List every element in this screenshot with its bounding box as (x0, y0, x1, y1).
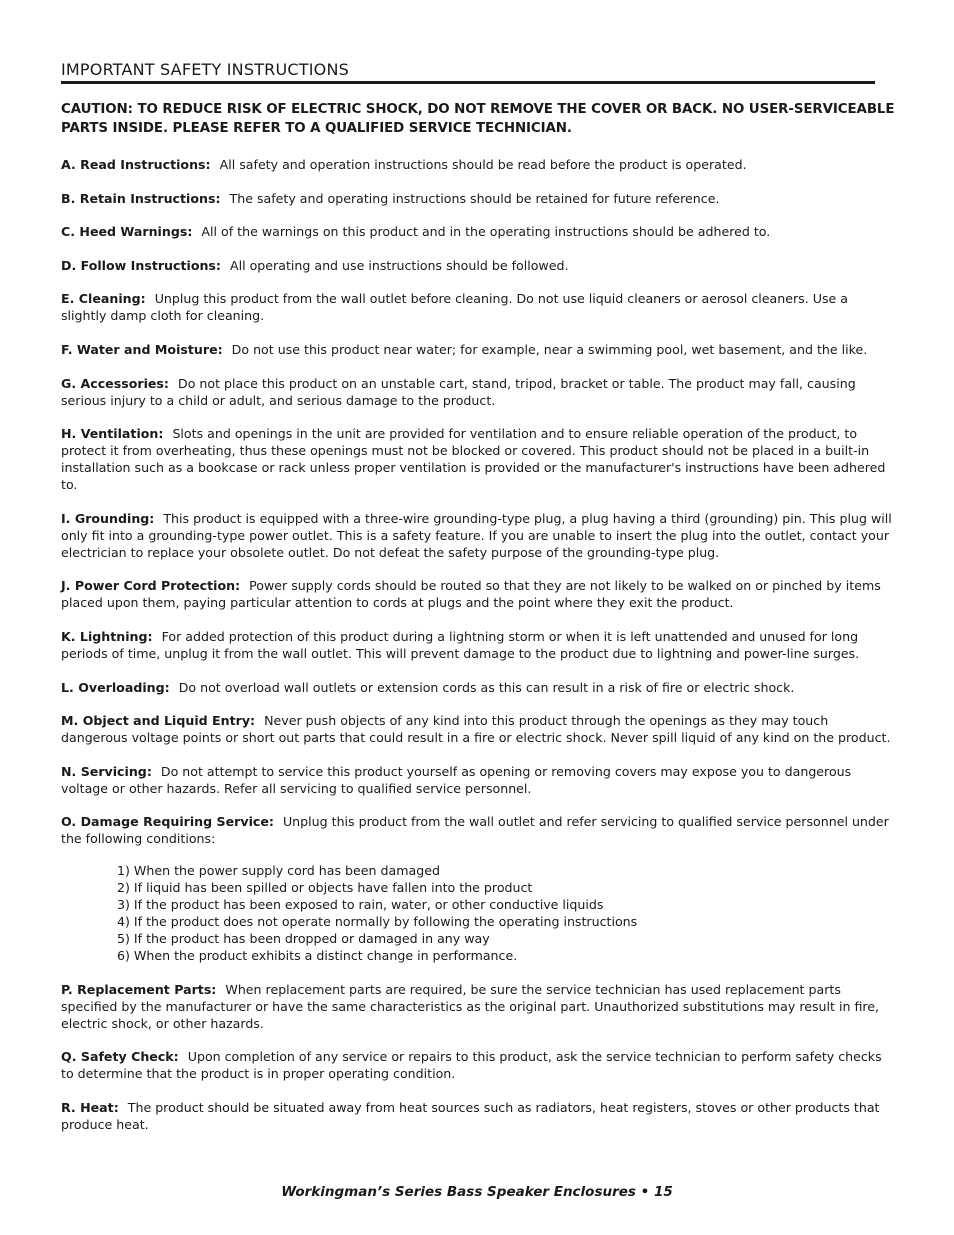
instruction-item-q (61, 1048, 895, 1082)
list-item: 6) When the product exhibits a distinct change in performance. (117, 947, 518, 963)
instruction-text: When replacement parts are required, be sure the service technician has used replacement parts specified by the manufacturer or have the same characteristics as the original part. Unauthorized substitutions may result in fire, electric shock, or other hazards. (61, 981, 880, 1031)
instruction-text: Unplug this product from the wall outlet and refer servicing to qualified service personnel under the following conditions: (61, 814, 889, 847)
instruction-text: The product should be situated away from heat sources such as radiators, heat registers, stoves or other products that produce heat. (61, 1099, 880, 1132)
instruction-item-g (61, 375, 895, 409)
list-item: 5) If the product has been dropped or damaged in any way (117, 930, 490, 946)
instruction-label: Q. Safety Check: (61, 1049, 179, 1065)
list-item: 1) When the power supply cord has been damaged (117, 862, 440, 878)
instruction-text: Never push objects of any kind into this product through the openings as they may touch dangerous voltage points or short out parts that could result in a fire or electric shock. Never spill liquid of any kind on the product. (61, 713, 891, 746)
instruction-label: K. Lightning: (61, 628, 153, 644)
instruction-item-o (61, 813, 895, 847)
instruction-item-n (61, 763, 895, 797)
list-item: 2) If liquid has been spilled or objects have fallen into the product (117, 879, 533, 895)
instruction-text: For added protection of this product during a lightning storm or when it is left unattended and unused for long periods of time, unplug it from the wall outlet. This will prevent damage to the product due to lightning and power-line surges. (61, 628, 860, 661)
list-item: 4) If the product does not operate normally by following the operating instructions (117, 913, 638, 929)
instruction-label: F. Water and Moisture: (61, 341, 223, 357)
instruction-label: P. Replacement Parts: (61, 981, 217, 997)
instruction-label: C. Heed Warnings: (61, 224, 193, 240)
instruction-label: G. Accessories: (61, 375, 169, 391)
instruction-text: Slots and openings in the unit are provided for ventilation and to ensure reliable operation of the product, to protect it from overheating, thus these openings must not be blocked or covered. This product should not be placed in a built-in installation such as a bookcase or rack unless proper ventilation is provided or the manufacturer's instructions have been adhered to. (61, 426, 886, 493)
document-page (61, 60, 895, 1149)
caution-notice: CAUTION: TO REDUCE RISK OF ELECTRIC SHOCK, DO NOT REMOVE THE COVER OR BACK. NO USER-SERVICEABLE PARTS INSIDE. PLEASE REFER TO A QUALIFIED SERVICE TECHNICIAN. (61, 102, 895, 136)
instruction-item-b (61, 190, 895, 207)
instruction-item-l (61, 679, 895, 696)
page-title: IMPORTANT SAFETY INSTRUCTIONS (61, 60, 875, 84)
instruction-label: I. Grounding: (61, 510, 155, 526)
instruction-text: The safety and operating instructions should be retained for future reference. (229, 190, 720, 206)
list-item: 3) If the product has been exposed to rain, water, or other conductive liquids (117, 896, 604, 912)
instruction-text: Do not overload wall outlets or extension cords as this can result in a risk of fire or electric shock. (178, 679, 795, 695)
instruction-item-k (61, 628, 895, 662)
instruction-label: R. Heat: (61, 1099, 119, 1115)
instruction-item-i (61, 510, 895, 561)
instruction-label: J. Power Cord Protection: (61, 578, 241, 594)
instruction-item-f (61, 341, 895, 358)
instruction-item-h (61, 425, 895, 493)
instruction-label: D. Follow Instructions: (61, 257, 221, 273)
instruction-label: A. Read Instructions: (61, 157, 211, 172)
instruction-item-j (61, 577, 895, 611)
instruction-item-r (61, 1099, 895, 1133)
instruction-label: L. Overloading: (61, 679, 170, 695)
instruction-text: Do not attempt to service this product yourself as opening or removing covers may expose you to dangerous voltage or other hazards. Refer all servicing to qualified service personnel. (61, 763, 852, 796)
instruction-label: O. Damage Requiring Service: (61, 814, 274, 830)
page-footer: Workingman’s Series Bass Speaker Enclosures • 15 (281, 1184, 673, 1200)
instruction-text: Upon completion of any service or repairs to this product, ask the service technician to perform safety checks to determine that the product is in proper operating condition. (61, 1049, 882, 1082)
instruction-list (61, 156, 895, 1133)
instruction-text: All operating and use instructions should be followed. (229, 257, 569, 273)
instruction-item-p (61, 981, 895, 1032)
instruction-text: Do not use this product near water; for example, near a swimming pool, wet basement, and the like. (231, 341, 868, 357)
instruction-text: All of the warnings on this product and in the operating instructions should be adhered to. (201, 224, 771, 240)
instruction-item-e (61, 290, 895, 324)
instruction-text: Do not place this product on an unstable cart, stand, tripod, bracket or table. The product may fall, causing serious injury to a child or adult, and serious damage to the product. (61, 375, 856, 408)
instruction-label: E. Cleaning: (61, 291, 146, 307)
instruction-item-a (61, 156, 895, 173)
instruction-text: Power supply cords should be routed so that they are not likely to be walked on or pinched by items placed upon them, paying particular attention to cords at plugs and the point where they exit the product. (61, 578, 881, 611)
instruction-text: Unplug this product from the wall outlet before cleaning. Do not use liquid cleaners or aerosol cleaners. Use a slightly damp cloth for cleaning. (61, 291, 848, 324)
instruction-item-c (61, 223, 895, 240)
instruction-text: This product is equipped with a three-wire grounding-type plug, a plug having a third (grounding) pin. This plug will only fit into a grounding-type power outlet. This is a safety feature. If you are unable to insert the plug into the outlet, contact your electrician to replace your obsolete outlet. Do not defeat the safety purpose of the grounding-type plug. (61, 510, 892, 560)
instruction-text: All safety and operation instructions should be read before the product is operated. (219, 157, 747, 172)
instruction-label: B. Retain Instructions: (61, 190, 221, 206)
instruction-label: H. Ventilation: (61, 426, 164, 442)
instruction-label: N. Servicing: (61, 763, 152, 779)
instruction-label: M. Object and Liquid Entry: (61, 713, 256, 729)
instruction-item-m (61, 712, 895, 746)
service-conditions-list (117, 862, 895, 964)
instruction-item-d (61, 257, 895, 274)
